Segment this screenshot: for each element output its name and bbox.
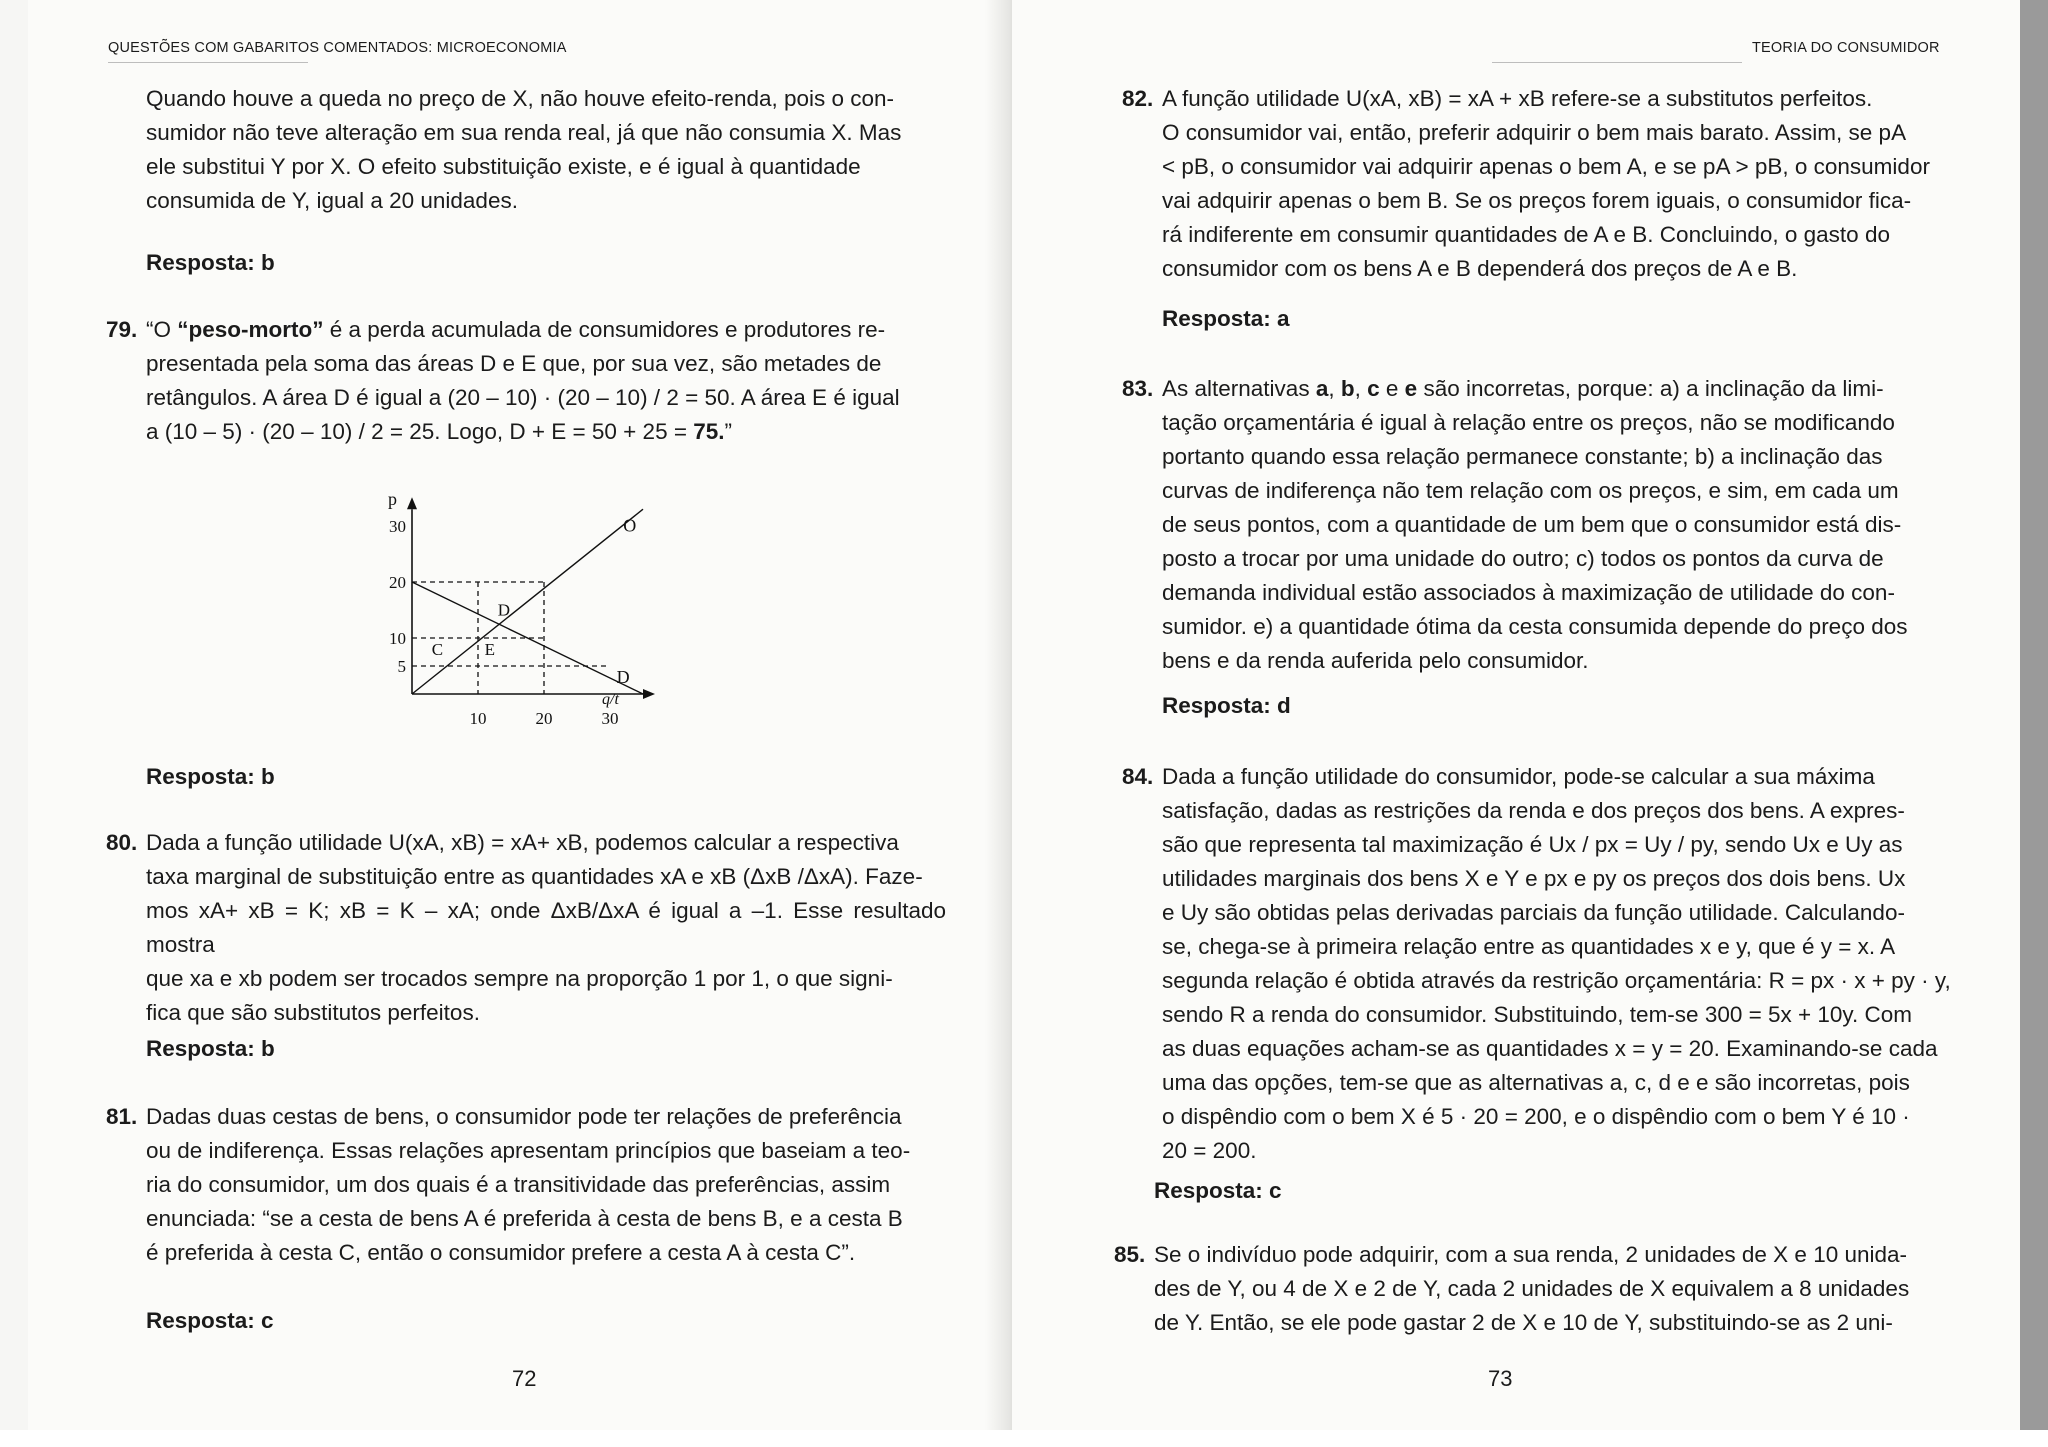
x-tick-label: 30 <box>601 709 619 728</box>
text-line: mos xA+ xB = K; xB = K – xA; onde ΔxB/ΔxA é igual a –1. Esse resultado mostra <box>146 898 946 957</box>
header-rule <box>1492 62 1742 63</box>
page-number: 72 <box>512 1366 537 1391</box>
deadweight-loss-chart <box>348 484 708 754</box>
header-rule <box>108 62 308 63</box>
text-line: < pB, o consumidor vai adquirir apenas o bem A, e se pA > pB, o consumidor <box>1162 154 1930 179</box>
y-axis-arrow <box>407 497 417 509</box>
question-83 <box>1122 372 1970 678</box>
text-line: o dispêndio com o bem X é 5 · 20 = 200, e o dispêndio com o bem Y é 10 · <box>1162 1104 1910 1129</box>
text-line: sendo R a renda do consumidor. Substituindo, tem-se 300 = 5x + 10y. Com <box>1162 1002 1913 1027</box>
series-line-d <box>412 582 643 694</box>
text-line: O consumidor vai, então, preferir adquirir o bem mais barato. Assim, se pA <box>1162 120 1907 145</box>
text-line: fica que são substitutos perfeitos. <box>146 1000 480 1025</box>
right-page <box>1012 0 2020 1430</box>
text-run: , <box>1354 376 1368 401</box>
x-tick-label: 10 <box>469 709 487 728</box>
text-line: enunciada: “se a cesta de bens A é preferida à cesta de bens B, e a cesta B <box>146 1206 903 1231</box>
region-label-d: D <box>497 600 511 620</box>
text-line: utilidades marginais dos bens X e Y e px e py os preços dos dois bens. Ux <box>1162 866 1906 891</box>
text-line: de seus pontos, com a quantidade de um bem que o consumidor está dis- <box>1162 512 1902 537</box>
answer-label: Resposta: d <box>1162 693 1291 718</box>
question-80 <box>106 826 946 1030</box>
left-running-header: QUESTÕES COM GABARITOS COMENTADOS: MICROECONOMIA <box>108 40 567 56</box>
y-tick-label: 20 <box>389 573 406 592</box>
text-line: Dada a função utilidade do consumidor, pode-se calcular a sua máxima <box>1162 764 1875 789</box>
left-page <box>28 0 1010 1430</box>
text-line: de Y. Então, se ele pode gastar 2 de X e 10 de Y, substituindo-se as 2 uni- <box>1154 1310 1893 1335</box>
text-line: são que representa tal maximização é Ux / px = Uy / py, sendo Ux e Uy as <box>1162 832 1903 857</box>
text-line: vai adquirir apenas o bem B. Se os preços forem iguais, o consumidor fica- <box>1162 188 1912 213</box>
text-run: ” <box>724 419 733 444</box>
question-number: 83. <box>1122 376 1154 401</box>
y-tick-label: 10 <box>389 629 406 648</box>
answer-label: Resposta: c <box>1154 1178 1282 1203</box>
scanner-edge <box>2020 0 2048 1430</box>
answer-label: Resposta: b <box>146 250 275 275</box>
text-line: rá indiferente em consumir quantidades de A e B. Concluindo, o gasto do <box>1162 222 1890 247</box>
text-line: curvas de indiferença não tem relação com os preços, e sim, em cada um <box>1162 478 1899 503</box>
text-line: portanto quando essa relação permanece constante; b) a inclinação das <box>1162 444 1883 469</box>
text-run: , <box>1328 376 1341 401</box>
y-tick-label: 30 <box>389 517 406 536</box>
series-label-o: O <box>623 515 637 536</box>
y-axis-label: p <box>388 489 397 510</box>
bold-term: b <box>1340 376 1355 401</box>
text-line: consumidor com os bens A e B dependerá dos preços de A e B. <box>1162 256 1798 281</box>
text-line: posto a trocar por uma unidade do outro; c) todos os pontos da curva de <box>1162 546 1884 571</box>
series-line-o <box>412 509 643 694</box>
text-line: 20 = 200. <box>1162 1138 1257 1163</box>
page-number: 73 <box>1488 1366 1513 1391</box>
question-number: 81. <box>106 1104 138 1129</box>
scan-margin <box>0 1430 2048 1447</box>
text-line: retângulos. A área D é igual a (20 – 10) · (20 – 10) / 2 = 50. A área E é igual <box>146 385 900 410</box>
text-run: As alternativas <box>1162 376 1316 401</box>
question-number: 80. <box>106 830 138 855</box>
text-line: Dadas duas cestas de bens, o consumidor pode ter relações de preferência <box>146 1104 902 1129</box>
text-line: se, chega-se à primeira relação entre as quantidades x e y, que é y = x. A <box>1162 934 1896 959</box>
right-running-header: TEORIA DO CONSUMIDOR <box>1752 40 1940 56</box>
question-number: 84. <box>1122 764 1154 789</box>
text-line: segunda relação é obtida através da restrição orçamentária: R = px · x + py · y, <box>1162 968 1951 993</box>
text-line: Quando houve a queda no preço de X, não houve efeito-renda, pois o con- <box>146 86 895 111</box>
text-line: des de Y, ou 4 de X e 2 de Y, cada 2 unidades de X equivalem a 8 unidades <box>1154 1276 1910 1301</box>
question-81 <box>106 1100 946 1270</box>
question-79 <box>106 313 946 449</box>
text-run: e <box>1379 376 1405 401</box>
text-line: consumida de Y, igual a 20 unidades. <box>146 188 518 213</box>
answer-label: Resposta: b <box>146 1036 275 1061</box>
series-label-d: D <box>616 666 630 687</box>
x-axis-arrow <box>643 689 655 699</box>
text-line: satisfação, dadas as restrições da renda e dos preços dos bens. A expres- <box>1162 798 1905 823</box>
answer-label: Resposta: a <box>1162 306 1290 331</box>
intro-paragraph <box>146 82 946 218</box>
x-tick-label: 20 <box>535 709 553 728</box>
question-82 <box>1122 82 1970 286</box>
bold-term: 75. <box>693 419 725 444</box>
text-run: são incorretas, porque: a) a inclinação da limi- <box>1417 376 1884 401</box>
text-line: uma das opções, tem-se que as alternativas a, c, d e e são incorretas, pois <box>1162 1070 1910 1095</box>
answer-label: Resposta: c <box>146 1308 274 1333</box>
text-line: sumidor não teve alteração em sua renda real, já que não consumia X. Mas <box>146 120 902 145</box>
text-line: demanda individual estão associados à maximização de utilidade do con- <box>1162 580 1895 605</box>
bold-term: “peso-morto” <box>177 317 324 342</box>
bold-term: a <box>1315 376 1329 401</box>
text-line: taxa marginal de substituição entre as quantidades xA e xB (ΔxB /ΔxA). Faze- <box>146 864 923 889</box>
text-line: Se o indivíduo pode adquirir, com a sua renda, 2 unidades de X e 10 unida- <box>1154 1242 1908 1267</box>
bold-term: e <box>1404 376 1418 401</box>
text-run: a (10 – 5) · (20 – 10) / 2 = 25. Logo, D + E = 50 + 25 = <box>146 419 694 444</box>
question-number: 85. <box>1114 1242 1146 1267</box>
text-run: é a perda acumulada de consumidores e produtores re- <box>323 317 886 342</box>
text-line: as duas equações acham-se as quantidades x = y = 20. Examinando-se cada <box>1162 1036 1938 1061</box>
text-line: que xa e xb podem ser trocados sempre na proporção 1 por 1, o que signi- <box>146 966 893 991</box>
text-run: “O <box>146 317 178 342</box>
question-84 <box>1122 760 1970 1168</box>
text-line: e Uy são obtidas pelas derivadas parciais da função utilidade. Calculando- <box>1162 900 1905 925</box>
question-85 <box>1114 1238 1970 1340</box>
text-line: bens e da renda auferida pelo consumidor. <box>1162 648 1589 673</box>
region-label-c: C <box>431 639 444 659</box>
bold-term: c <box>1367 376 1380 401</box>
text-line: Dada a função utilidade U(xA, xB) = xA+ xB, podemos calcular a respectiva <box>146 830 899 855</box>
text-line: ele substitui Y por X. O efeito substituição existe, e é igual à quantidade <box>146 154 861 179</box>
text-line: ria do consumidor, um dos quais é a transitividade das preferências, assim <box>146 1172 891 1197</box>
text-line: ou de indiferença. Essas relações apresentam princípios que baseiam a teo- <box>146 1138 911 1163</box>
text-line: presentada pela soma das áreas D e E que, por sua vez, são metades de <box>146 351 882 376</box>
region-label-e: E <box>484 639 495 659</box>
text-line: sumidor. e) a quantidade ótima da cesta consumida depende do preço dos <box>1162 614 1908 639</box>
question-number: 79. <box>106 317 138 342</box>
y-tick-label: 5 <box>397 657 406 676</box>
text-line: tação orçamentária é igual à relação entre os preços, não se modificando <box>1162 410 1895 435</box>
question-number: 82. <box>1122 86 1154 111</box>
text-line: é preferida à cesta C, então o consumidor prefere a cesta A à cesta C”. <box>146 1240 856 1265</box>
answer-label: Resposta: b <box>146 764 275 789</box>
text-line: A função utilidade U(xA, xB) = xA + xB refere-se a substitutos perfeitos. <box>1162 86 1873 111</box>
x-axis-label: q/t <box>602 691 619 708</box>
